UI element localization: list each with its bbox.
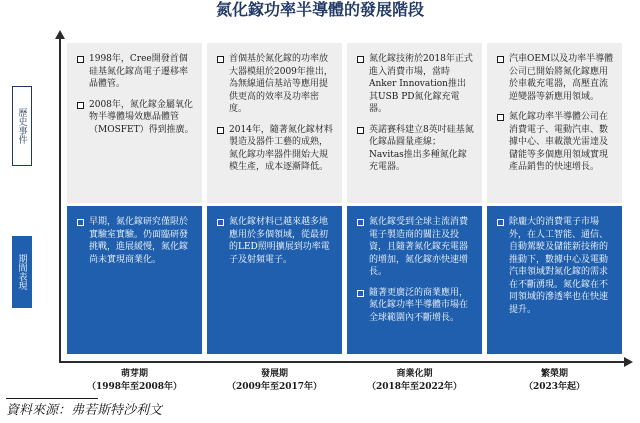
diagram-title: 氮化鎵功率半導體的發展階段 (215, 0, 424, 19)
stage-2-history-panel (207, 43, 342, 203)
stage-2-label (207, 368, 342, 394)
stage-2-performance-panel (207, 206, 342, 354)
stage-4-performance-item: 除龐大的消費電子市場外，在人工智能、通信、自動駕駛及儲能新技術的推動下，數據中心及電動汽車領域對氮化鎵的需求在不斷湧現。氮化鎵在不同領域的滲透率也在快速提升。 (497, 216, 614, 316)
stage-4-history-item: 氮化鎵功率半導體公司在消費電子、電動汽車、數據中心、車載激光雷達及儲能等多個應用領域實現產品銷售的快速增長。 (497, 111, 614, 174)
stage-2-name: 發展期 (260, 369, 288, 379)
stage-4-name: 繁榮期 (540, 369, 568, 379)
stage-4-performance-panel (487, 206, 622, 354)
stage-3-period: （2018年至2022年） (366, 382, 463, 392)
stage-3-history-item: 氮化鎵技術於2018年正式進入消費市場，當時Anker Innovation推出其USB PD氮化鎵充電器。 (357, 53, 474, 116)
stage-1-history-item: 2008年，氮化鎵金屬氧化物半導體場效應晶體管（MOSFET）得到推廣。 (77, 99, 194, 137)
y-axis-line (59, 36, 61, 362)
stage-4-history-panel (487, 43, 622, 203)
stage-3-label (347, 368, 482, 394)
x-axis-line (59, 361, 625, 363)
stage-2-history-item: 首個基於氮化鎵的功率放大器模組於2009年推出，為無線通信基站等應用提供更高的效率及功率密度。 (217, 53, 334, 116)
stage-1-history-panel (67, 43, 202, 203)
source-note: 資料來源：弗若斯特沙利文 (6, 403, 163, 418)
stage-2-period: （2009年至2017年） (226, 382, 323, 392)
x-axis-arrow (624, 357, 633, 367)
stage-1-label (67, 368, 202, 394)
stage-1-performance-panel (67, 206, 202, 354)
stage-3-name: 商業化期 (396, 369, 433, 379)
stage-4-history-item: 汽車OEM以及功率半導體公司已開始將氮化鎵應用於車載充電器，高壓直流逆變器等新應用領域。 (497, 53, 614, 103)
stage-1-performance-item: 早期，氮化鎵研究僅限於實驗室實驗。仍面臨研發挑戰，進展緩慢，氮化鎵尚未實現商業化。 (77, 216, 194, 266)
stage-3-history-item: 英諾賽科建立8英吋硅基氮化鎵晶圓量產線；Navitas推出多種氮化鎵充電器。 (357, 124, 474, 174)
footnote-divider (6, 398, 98, 399)
stage-1-history-item: 1998年，Cree開發首個硅基氮化鎵高電子遷移率晶體管。 (77, 53, 194, 91)
stage-3-history-panel (347, 43, 482, 203)
row-label-performance: 期間表現 (12, 236, 32, 308)
stage-4-period: （2023年起） (523, 382, 586, 392)
stage-3-performance-panel (347, 206, 482, 354)
stage-2-performance-item: 氮化鎵材料已越來越多地應用於多個領域，從最初的LED照明擴展到功率電子及射頻電子。 (217, 216, 334, 266)
stage-2-history-item: 2014年，隨著氮化鎵材料製造及器件工藝的成熟，氮化鎵功率器件開始大規模生產，成本逐漸降低。 (217, 124, 334, 174)
stage-1-name: 萌芽期 (120, 369, 148, 379)
stage-1-period: （1998年至2008年） (86, 382, 183, 392)
stage-4-label (487, 368, 622, 394)
stage-3-performance-item: 氮化鎵受到全球主流消費電子製造商的關注及投資，且隨著氮化鎵充電器的增加，氮化鎵亦快速增長。 (357, 216, 474, 279)
row-label-history: 歷史事件 (12, 86, 32, 166)
stage-3-performance-item: 隨著更廣泛的商業應用，氮化鎵功率半導體市場在全球範圍內不斷增長。 (357, 287, 474, 325)
